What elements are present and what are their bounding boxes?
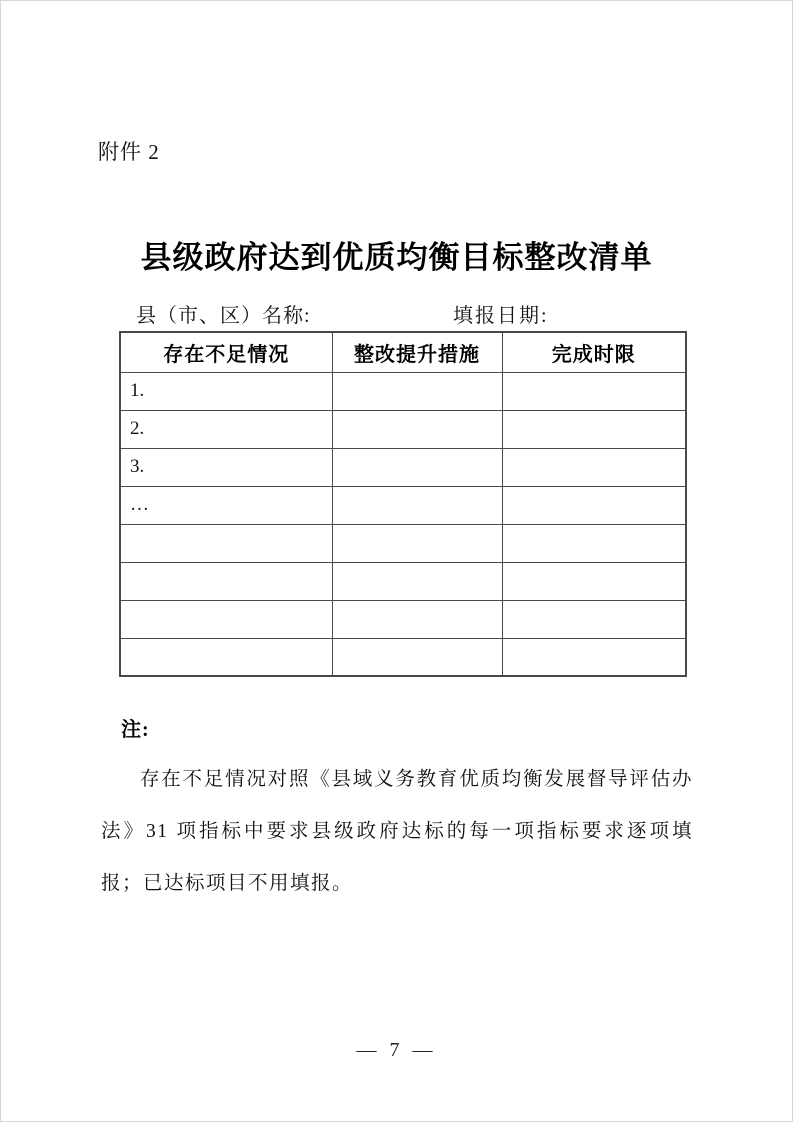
table-row [120, 486, 686, 524]
note-text: 存在不足情况对照《县域义务教育优质均衡发展督导评估办法》31 项指标中要求县级政府达标的每一项指标要求逐项填报；已达标项目不用填报。 [101, 769, 693, 894]
attachment-label: 附件 2 [98, 140, 160, 164]
table-cell [120, 638, 332, 676]
table-cell [332, 486, 502, 524]
table-cell [120, 600, 332, 638]
table-cell: 2. [120, 410, 332, 448]
table-cell [502, 486, 686, 524]
header-cell-measures: 整改提升措施 [332, 332, 502, 372]
table-cell [502, 524, 686, 562]
table-row [120, 524, 686, 562]
table-row [120, 638, 686, 676]
note-label: 注: [121, 719, 150, 741]
table-cell: 3. [120, 448, 332, 486]
table-row [120, 410, 686, 448]
form-line [1, 299, 792, 327]
table-cell [502, 448, 686, 486]
table-cell [332, 600, 502, 638]
table-cell [332, 410, 502, 448]
table-cell: … [120, 486, 332, 524]
table-row [120, 562, 686, 600]
page-number: — 7 — [356, 1039, 437, 1061]
table-cell [120, 562, 332, 600]
table-cell [502, 600, 686, 638]
document-title: 县级政府达到优质均衡目标整改清单 [140, 239, 653, 275]
table-row [120, 372, 686, 410]
table-cell [332, 562, 502, 600]
table-header [120, 332, 686, 372]
table-cell: 1. [120, 372, 332, 410]
county-name-label: 县（市、区）名称: [136, 305, 311, 327]
header-cell-deadline: 完成时限 [502, 332, 686, 372]
table-row [120, 448, 686, 486]
note-block [101, 713, 693, 910]
table-cell [502, 372, 686, 410]
table-cell [502, 562, 686, 600]
table-cell [332, 372, 502, 410]
table-body [120, 372, 686, 676]
table-row [120, 600, 686, 638]
header-cell-deficiency: 存在不足情况 [120, 332, 332, 372]
fill-date-label: 填报日期: [453, 305, 549, 327]
rectification-table [119, 331, 687, 677]
table-cell [502, 410, 686, 448]
table-cell [332, 638, 502, 676]
table-cell [502, 638, 686, 676]
table-cell [120, 524, 332, 562]
table-cell [332, 448, 502, 486]
table-cell [332, 524, 502, 562]
table-header-row [120, 332, 686, 372]
